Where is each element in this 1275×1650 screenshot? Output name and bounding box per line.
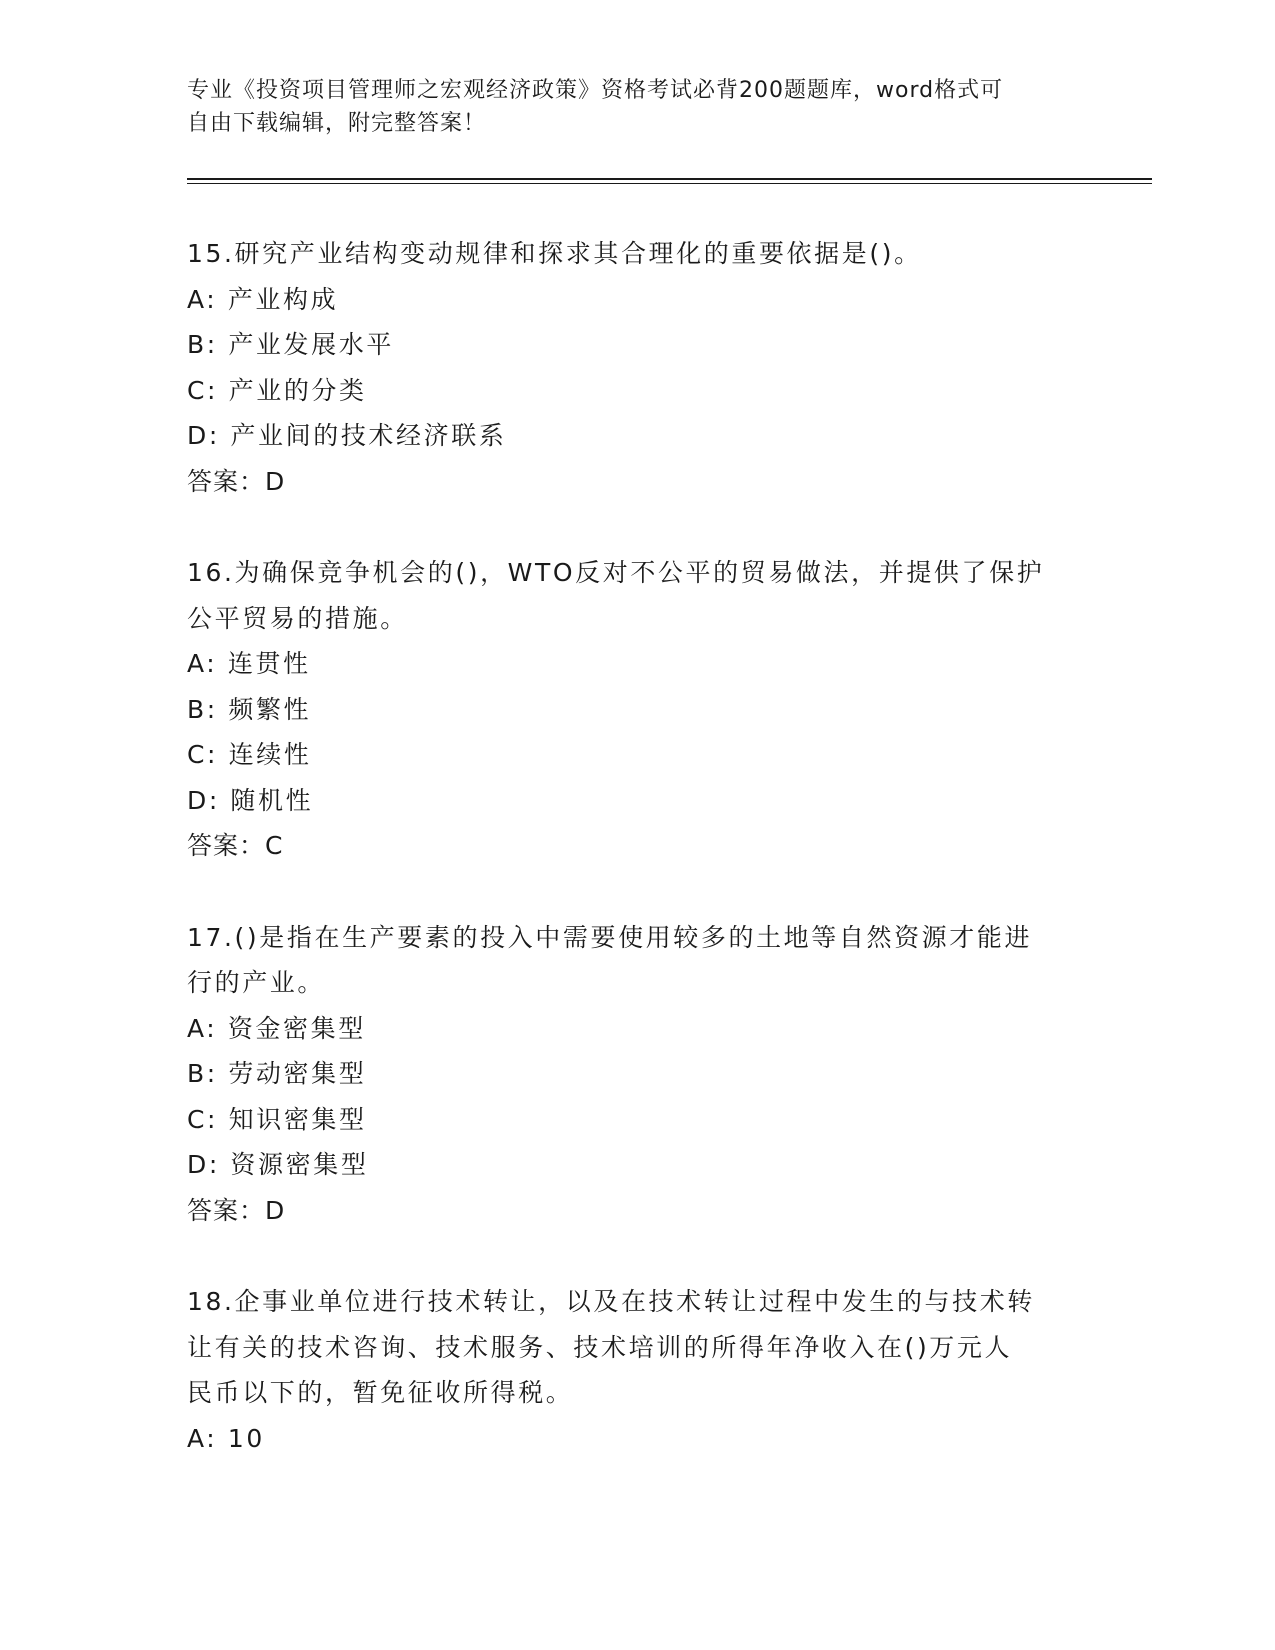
option-c: C: 知识密集型 <box>187 1104 367 1134</box>
option-a: A: 产业构成 <box>187 284 339 314</box>
option-a: A: 资金密集型 <box>187 1013 366 1043</box>
option-d: D: 随机性 <box>187 785 314 815</box>
question-text: 15.研究产业结构变动规律和探求其合理化的重要依据是()。 <box>187 239 922 268</box>
question-text: 民币以下的，暂免征收所得税。 <box>187 1378 574 1407</box>
option-b: B: 频繁性 <box>187 694 312 724</box>
header-line: 专业《投资项目管理师之宏观经济政策》资格考试必背200题题库，word格式可 <box>187 78 1004 103</box>
question-item <box>187 231 1087 504</box>
option-a: A: 10 <box>187 1423 265 1453</box>
option-b: B: 劳动密集型 <box>187 1059 367 1088</box>
question-text: 16.为确保竞争机会的()，WTO反对不公平的贸易做法，并提供了保护 <box>187 558 1045 587</box>
option-a: A: 连贯性 <box>187 649 311 678</box>
option-d: D: 资源密集型 <box>187 1150 369 1179</box>
header-line: 自由下载编辑，附完整答案！ <box>187 111 487 136</box>
document-header <box>187 74 1087 140</box>
option-d: D: 产业间的技术经济联系 <box>187 421 507 450</box>
header-divider-thin <box>187 183 1152 184</box>
header-divider <box>187 178 1152 180</box>
question-item <box>187 915 1087 1234</box>
question-text: 行的产业。 <box>187 968 326 997</box>
answer-text: 答案：C <box>187 831 284 860</box>
question-text: 让有关的技术咨询、技术服务、技术培训的所得年净收入在()万元人 <box>187 1332 1013 1362</box>
option-b: B: 产业发展水平 <box>187 330 394 359</box>
answer-text: 答案：D <box>187 466 286 496</box>
option-c: C: 产业的分类 <box>187 375 367 405</box>
answer-text: 答案：D <box>187 1195 286 1225</box>
option-c: C: 连续性 <box>187 740 312 769</box>
question-item <box>187 1279 1087 1461</box>
question-list <box>187 231 1087 1507</box>
question-text: 18.企事业单位进行技术转让，以及在技术转让过程中发生的与技术转 <box>187 1287 1035 1316</box>
question-text: 17.()是指在生产要素的投入中需要使用较多的土地等自然资源才能进 <box>187 922 1033 952</box>
question-text: 公平贸易的措施。 <box>187 603 408 633</box>
question-item <box>187 550 1087 869</box>
